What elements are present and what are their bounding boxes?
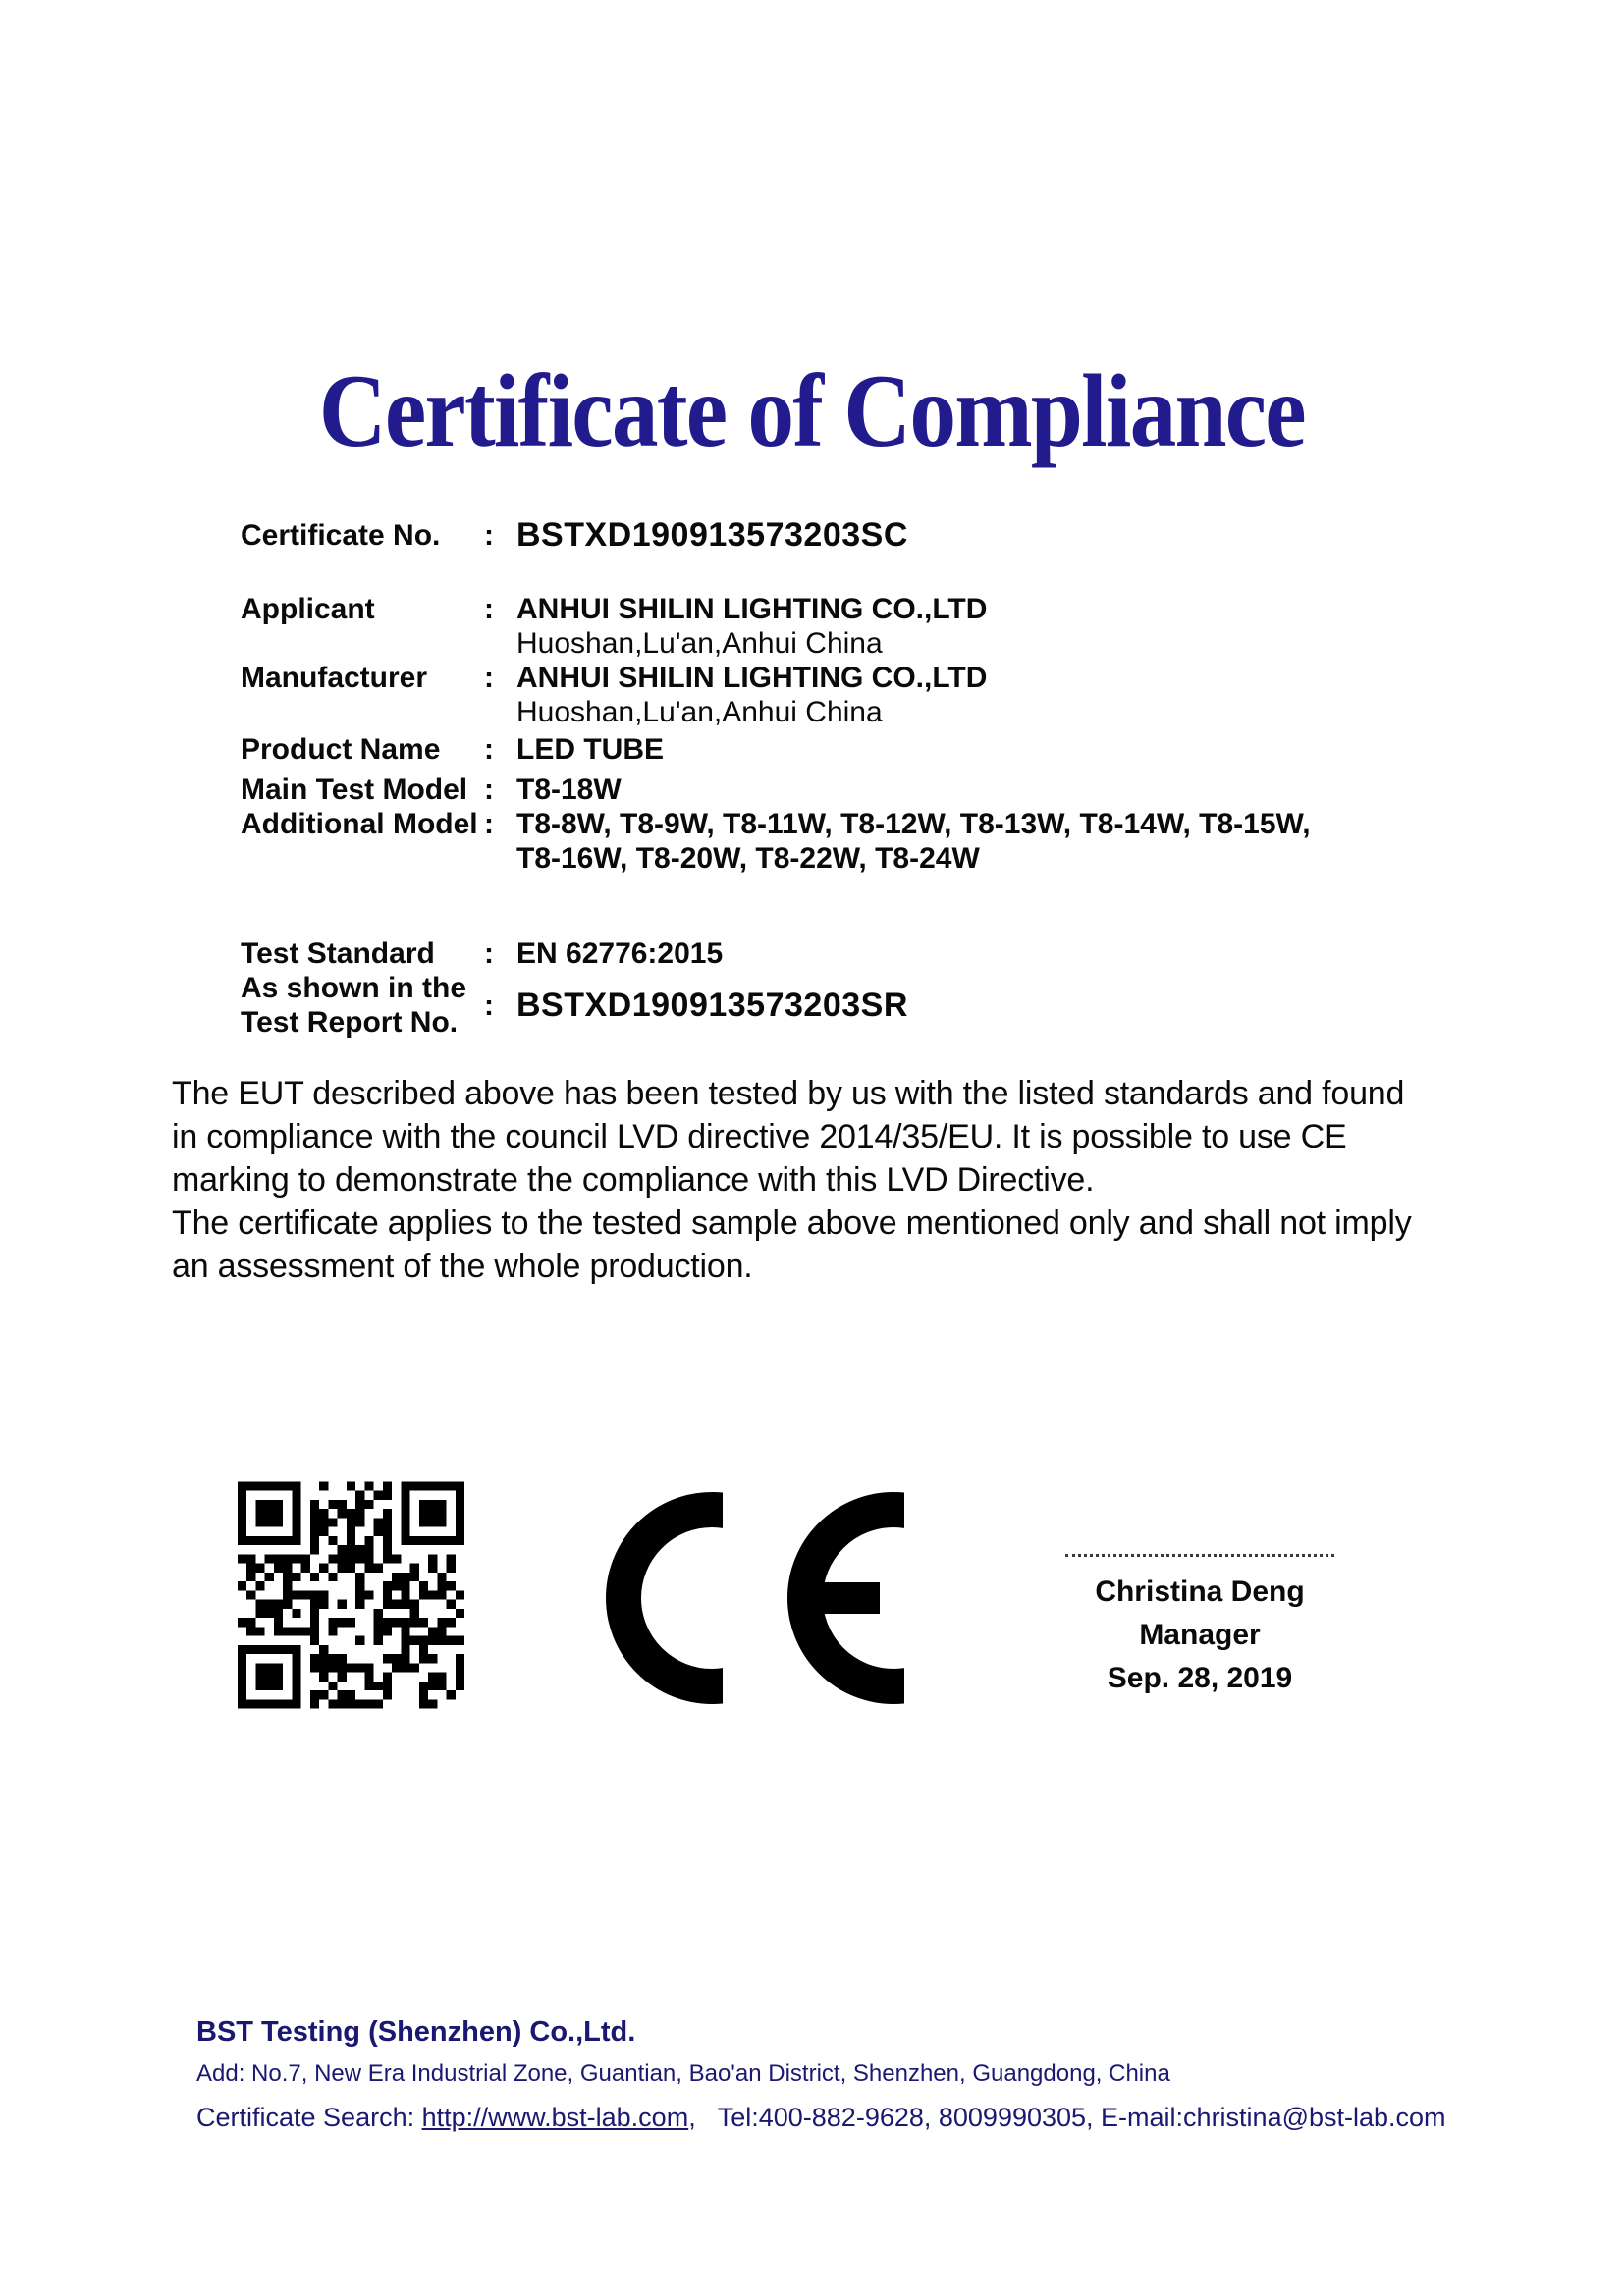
main-test-model-label: Main Test Model bbox=[241, 774, 468, 806]
row-main-test-model bbox=[241, 773, 1311, 807]
row-test-report-no bbox=[241, 971, 1311, 1040]
manufacturer-address: Huoshan,Lu'an,Anhui China bbox=[516, 696, 883, 728]
statement-line: in compliance with the council LVD directive 2014/35/EU. It is possible to use CE bbox=[172, 1118, 1347, 1155]
certificate-search-label: Certificate Search: bbox=[196, 2103, 422, 2132]
row-certificate-no bbox=[241, 518, 1311, 553]
ce-mark-graphic bbox=[604, 1490, 904, 1706]
statement-line: The EUT described above has been tested by us with the listed standards and found bbox=[172, 1075, 1405, 1112]
colon: : bbox=[484, 988, 494, 1022]
additional-model-value-line2: T8-16W, T8-20W, T8-22W, T8-24W bbox=[516, 842, 980, 875]
test-report-label-line2: Test Report No. bbox=[241, 1006, 459, 1039]
qr-code-pattern bbox=[238, 1477, 464, 1713]
row-test-standard bbox=[241, 936, 1311, 971]
colon: : bbox=[484, 808, 494, 840]
statement-line: The certificate applies to the tested sample above mentioned only and shall not imply bbox=[172, 1204, 1412, 1242]
certificate-search-link[interactable]: http://www.bst-lab.com bbox=[421, 2103, 689, 2132]
colon: : bbox=[484, 937, 494, 970]
certificate-details bbox=[241, 518, 1311, 1040]
lab-address: Add: No.7, New Era Industrial Zone, Guantian, Bao'an District, Shenzhen, Guangdong, China bbox=[196, 2060, 1170, 2087]
contact-info: , Tel:400-882-9628, 8009990305, E-mail:christina@bst-lab.com bbox=[688, 2103, 1446, 2132]
certificate-title bbox=[0, 353, 1624, 470]
row-manufacturer bbox=[241, 661, 1311, 729]
test-standard-value: EN 62776:2015 bbox=[516, 937, 724, 970]
row-applicant bbox=[241, 592, 1311, 661]
certificate-no-value: BSTXD190913573203SC bbox=[516, 516, 908, 554]
footer bbox=[196, 2012, 1446, 2135]
statement-line: marking to demonstrate the compliance with this LVD Directive. bbox=[172, 1161, 1095, 1199]
standard-block bbox=[241, 936, 1311, 1040]
test-report-label-line1: As shown in the bbox=[241, 972, 467, 1004]
certificate-title-text: Certificate of Compliance bbox=[318, 353, 1306, 468]
colon: : bbox=[484, 662, 494, 694]
signature-block bbox=[1065, 1554, 1334, 1700]
colon: : bbox=[484, 519, 494, 552]
manufacturer-label: Manufacturer bbox=[241, 662, 428, 694]
additional-model-label: Additional Model bbox=[241, 808, 478, 840]
statement-paragraph bbox=[172, 1072, 1412, 1288]
test-report-value: BSTXD190913573203SR bbox=[516, 986, 908, 1024]
colon: : bbox=[484, 774, 494, 806]
test-standard-label: Test Standard bbox=[241, 937, 435, 970]
product-name-label: Product Name bbox=[241, 733, 441, 766]
colon: : bbox=[484, 593, 494, 625]
ce-mark-icon bbox=[604, 1490, 904, 1706]
product-name-value: LED TUBE bbox=[516, 733, 664, 766]
certificate-no-label: Certificate No. bbox=[241, 519, 441, 552]
main-test-model-value: T8-18W bbox=[516, 774, 622, 806]
row-product-name bbox=[241, 732, 1311, 767]
signature-dotted-line bbox=[1065, 1554, 1334, 1557]
lab-company-name: BST Testing (Shenzhen) Co.,Ltd. bbox=[196, 2016, 636, 2048]
qr-code-image bbox=[238, 1477, 464, 1713]
applicant-address: Huoshan,Lu'an,Anhui China bbox=[516, 627, 883, 660]
manufacturer-value: ANHUI SHILIN LIGHTING CO.,LTD bbox=[516, 662, 988, 694]
signatory-name: Christina Deng bbox=[1095, 1575, 1305, 1608]
additional-model-value-line1: T8-8W, T8-9W, T8-11W, T8-12W, T8-13W, T8-14W, T8-15W, bbox=[516, 808, 1311, 840]
colon: : bbox=[484, 733, 494, 766]
row-additional-model bbox=[241, 807, 1311, 876]
certificate-search-line bbox=[196, 2100, 1446, 2135]
statement-line: an assessment of the whole production. bbox=[172, 1248, 753, 1285]
applicant-label: Applicant bbox=[241, 593, 375, 625]
signatory-title: Manager bbox=[1139, 1619, 1261, 1651]
signature-date: Sep. 28, 2019 bbox=[1107, 1662, 1293, 1694]
applicant-value: ANHUI SHILIN LIGHTING CO.,LTD bbox=[516, 593, 988, 625]
